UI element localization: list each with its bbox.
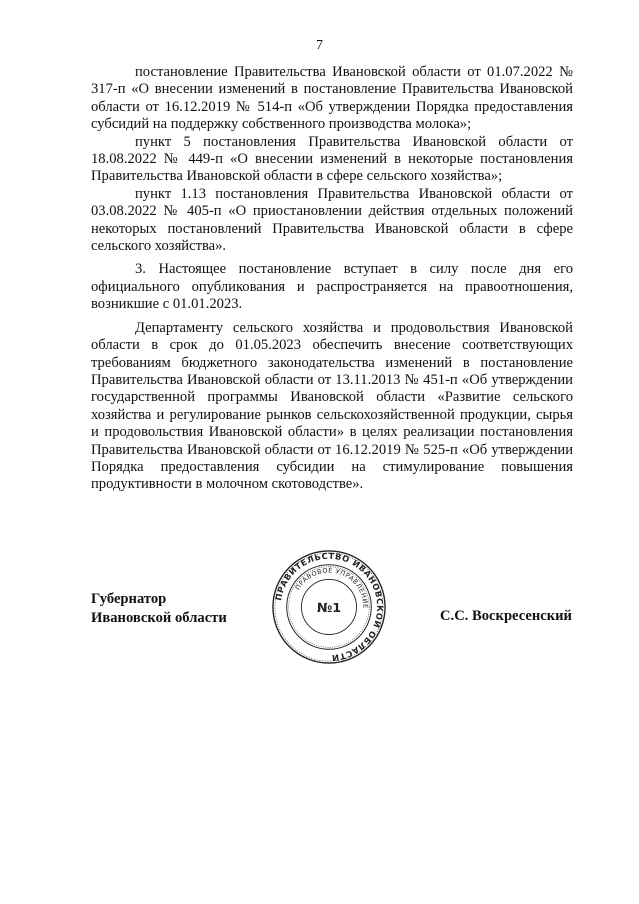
paragraph-entry-into-force: 3. Настоящее постановление вступает в силу после дня его официального опубликования и распространяется на правоотношения, возникшие с 01.01.2023.: [91, 261, 573, 313]
document-body: [91, 64, 573, 494]
seal-ring-text: ПРАВИТЕЛЬСТВО ИВАНОВСКОЙ ОБЛАСТИ: [273, 550, 386, 664]
official-seal: [270, 548, 388, 666]
paragraph-department-instruction: Департаменту сельского хозяйства и продовольствия Ивановской области в срок до 01.05.2023 обеспечить внесение соответствующих требованиям бюджетного законодательства изменений в постановление Правительства Ивановской области от 13.11.2013 № 451-п «Об утверждении государственной программы Ивановской области «Развитие сельского хозяйства и регулирование рынков сельскохозяйственной продукции, сырья и продовольствия Ивановской области» в целях реализации постановления Правительства Ивановской области от 16.12.2019 № 525-п «Об утверждении Порядка предоставления субсидии на стимулирование повышения продуктивности в молочном скотоводстве».: [91, 319, 573, 493]
signatory-name: С.С. Воскресенский: [440, 608, 572, 624]
signatory-position: [91, 590, 227, 628]
paragraph-item-1-13: пункт 1.13 постановления Правительства Ивановской области от 03.08.2022 № 405-п «О приостановлении действия отдельных положений некоторых постановлений Правительства Ивановской области в сфере сельского хозяйства».: [91, 185, 573, 255]
page-number: 7: [316, 38, 323, 53]
paragraph-item-5: пункт 5 постановления Правительства Ивановской области от 18.08.2022 № 449-п «О внесении изменений в некоторые постановления Правительства Ивановской области в сфере сельского хозяйства»;: [91, 133, 573, 185]
seal-inner-ring-text: ПРАВОВОЕ УПРАВЛЕНИЕ: [293, 566, 370, 609]
signatory-position-line2: Ивановской области: [91, 610, 227, 626]
signatory-position-line1: Губернатор: [91, 591, 167, 607]
paragraph-resolution-317: постановление Правительства Ивановской области от 01.07.2022 № 317-п «О внесении изменений в постановление Правительства Ивановской области от 16.12.2019 № 514-п «Об утверждении Порядка предоставления субсидий на поддержку собственного производства молока»;: [91, 64, 573, 133]
seal-number: №1: [316, 600, 342, 616]
